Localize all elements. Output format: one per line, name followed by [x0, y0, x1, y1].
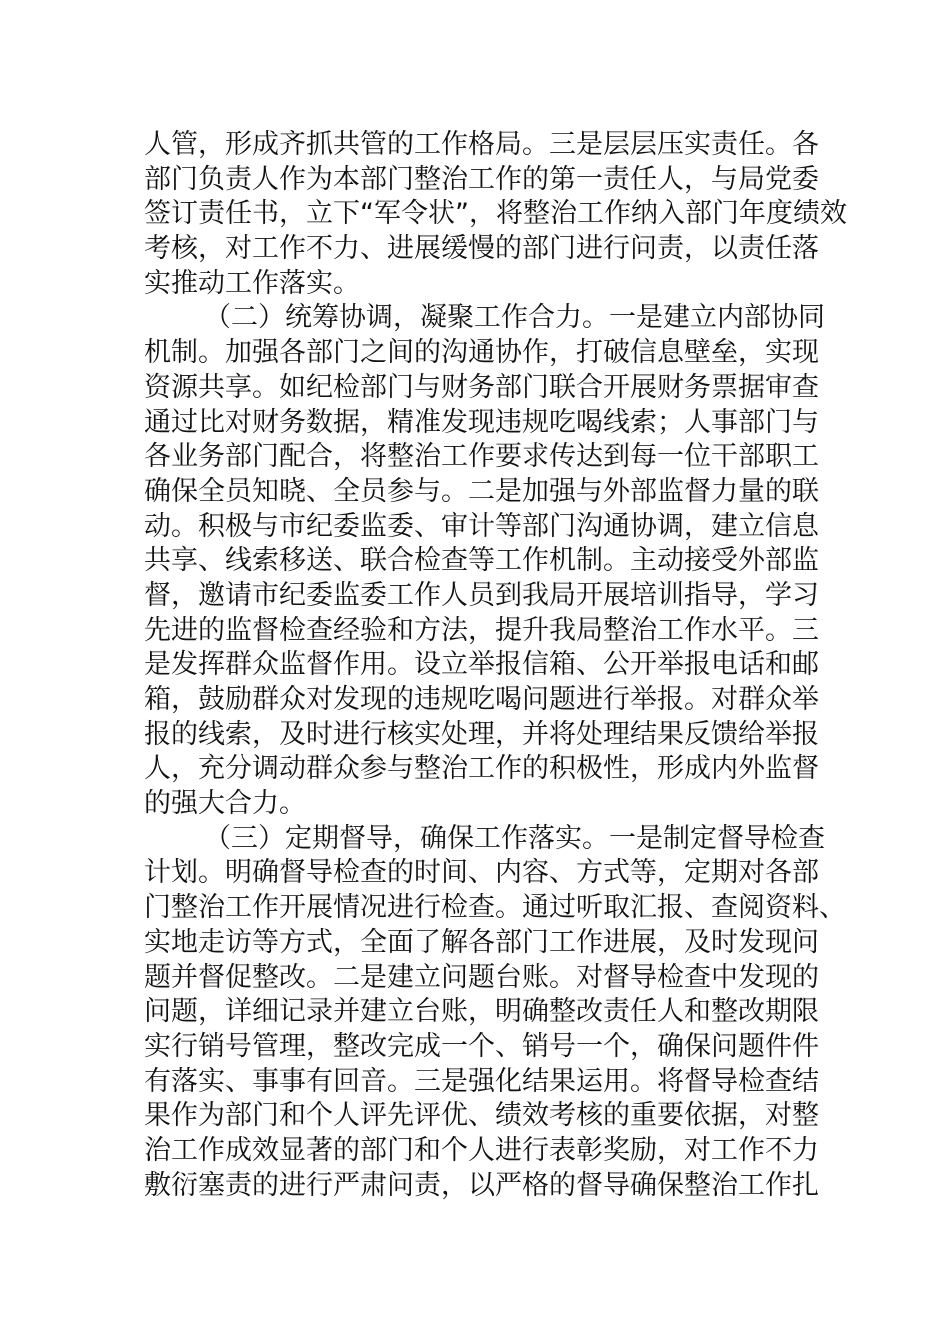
text-line: 资源共享。如纪检部门与财务部门联合开展财务票据审查	[144, 371, 819, 403]
text-line: 报的线索，及时进行核实处理，并将处理结果反馈给举报	[144, 718, 819, 750]
text-line: 实行销号管理，整改完成一个、销号一个，确保问题件件	[144, 1030, 819, 1062]
text-line: 计划。明确督导检查的时间、内容、方式等，定期对各部	[144, 857, 819, 889]
text-line: 的强大合力。	[144, 788, 306, 820]
text-line: 各业务部门配合，将整治工作要求传达到每一位干部职工	[144, 441, 819, 473]
text-line: 部门负责人作为本部门整治工作的第一责任人，与局党委	[144, 163, 819, 195]
text-line: 实地走访等方式，全面了解各部门工作进展，及时发现问	[144, 926, 819, 958]
body-text	[144, 128, 847, 1203]
text-line: 箱，鼓励群众对发现的违规吃喝问题进行举报。对群众举	[144, 684, 819, 715]
section-heading-line: （三）定期督导，确保工作落实。一是制定督导检查	[204, 822, 825, 854]
text-line: 督，邀请市纪委监委工作人员到我局开展培训指导，学习	[144, 579, 819, 611]
text-line: 共享、线索移送、联合检查等工作机制。主动接受外部监	[144, 545, 819, 577]
text-line: 是发挥群众监督作用。设立举报信箱、公开举报电话和邮	[144, 649, 819, 681]
text-line: 果作为部门和个人评先评优、绩效考核的重要依据，对整	[144, 1100, 819, 1132]
text-line: 考核，对工作不力、进展缓慢的部门进行问责，以责任落	[144, 233, 819, 265]
text-line: 敷衍塞责的进行严肃问责，以严格的督导确保整治工作扎	[144, 1169, 819, 1201]
text-line: 签订责任书，立下“军令状”，将整治工作纳入部门年度绩效	[144, 198, 847, 230]
text-line: 门整治工作开展情况进行检查。通过听取汇报、查阅资料、	[144, 892, 846, 924]
text-line: 治工作成效显著的部门和个人进行表彰奖励，对工作不力	[144, 1134, 819, 1166]
section-heading-line: （二）统筹协调，凝聚工作合力。一是建立内部协同	[204, 302, 825, 334]
text-line: 先进的监督检查经验和方法，提升我局整治工作水平。三	[144, 614, 819, 646]
text-line: 确保全员知晓、全员参与。二是加强与外部监督力量的联	[144, 475, 819, 507]
text-line: 题并督促整改。二是建立问题台账。对督导检查中发现的	[144, 961, 819, 993]
text-line: 机制。加强各部门之间的沟通协作，打破信息壁垒，实现	[144, 337, 819, 369]
text-line: 问题，详细记录并建立台账，明确整改责任人和整改期限	[144, 996, 819, 1028]
text-line: 动。积极与市纪委监委、审计等部门沟通协调，建立信息	[144, 510, 819, 542]
text-line: 人管，形成齐抓共管的工作格局。三是层层压实责任。各	[144, 129, 819, 160]
text-line: 实推动工作落实。	[144, 267, 360, 299]
text-line: 有落实、事事有回音。三是强化结果运用。将督导检查结	[144, 1065, 819, 1097]
text-line: 人，充分调动群众参与整治工作的积极性，形成内外监督	[144, 753, 819, 785]
text-line: 通过比对财务数据，精准发现违规吃喝线索；人事部门与	[144, 406, 819, 438]
